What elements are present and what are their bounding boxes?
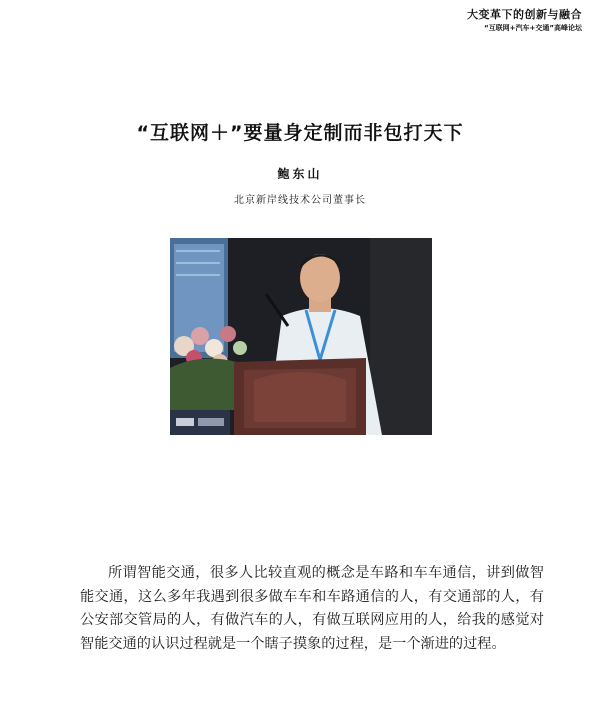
speaker-photo	[170, 238, 432, 435]
page-header	[432, 8, 582, 33]
speaker-photo-illustration	[170, 238, 432, 435]
header-subtitle: “互联网+汽车+交通”高峰论坛	[484, 24, 582, 32]
author-name: 鲍东山	[277, 167, 323, 181]
author-affiliation: 北京新岸线技术公司董事长	[234, 195, 366, 206]
article-paragraph: 所谓智能交通，很多人比较直观的概念是车路和车车通信，讲到做智能交通，这么多年我遇到很多做车车和车路通信的人，有交通部的人，有公安部交管局的人，有做汽车的人，有做互联网应用的人，给我的感觉对智能交通的认识过程就是一个瞎子摸象的过程，是一个渐进的过程。	[80, 565, 544, 652]
article-title: “互联网＋”要量身定制而非包打天下	[136, 122, 464, 144]
header-title: 大变革下的创新与融合	[467, 8, 582, 21]
